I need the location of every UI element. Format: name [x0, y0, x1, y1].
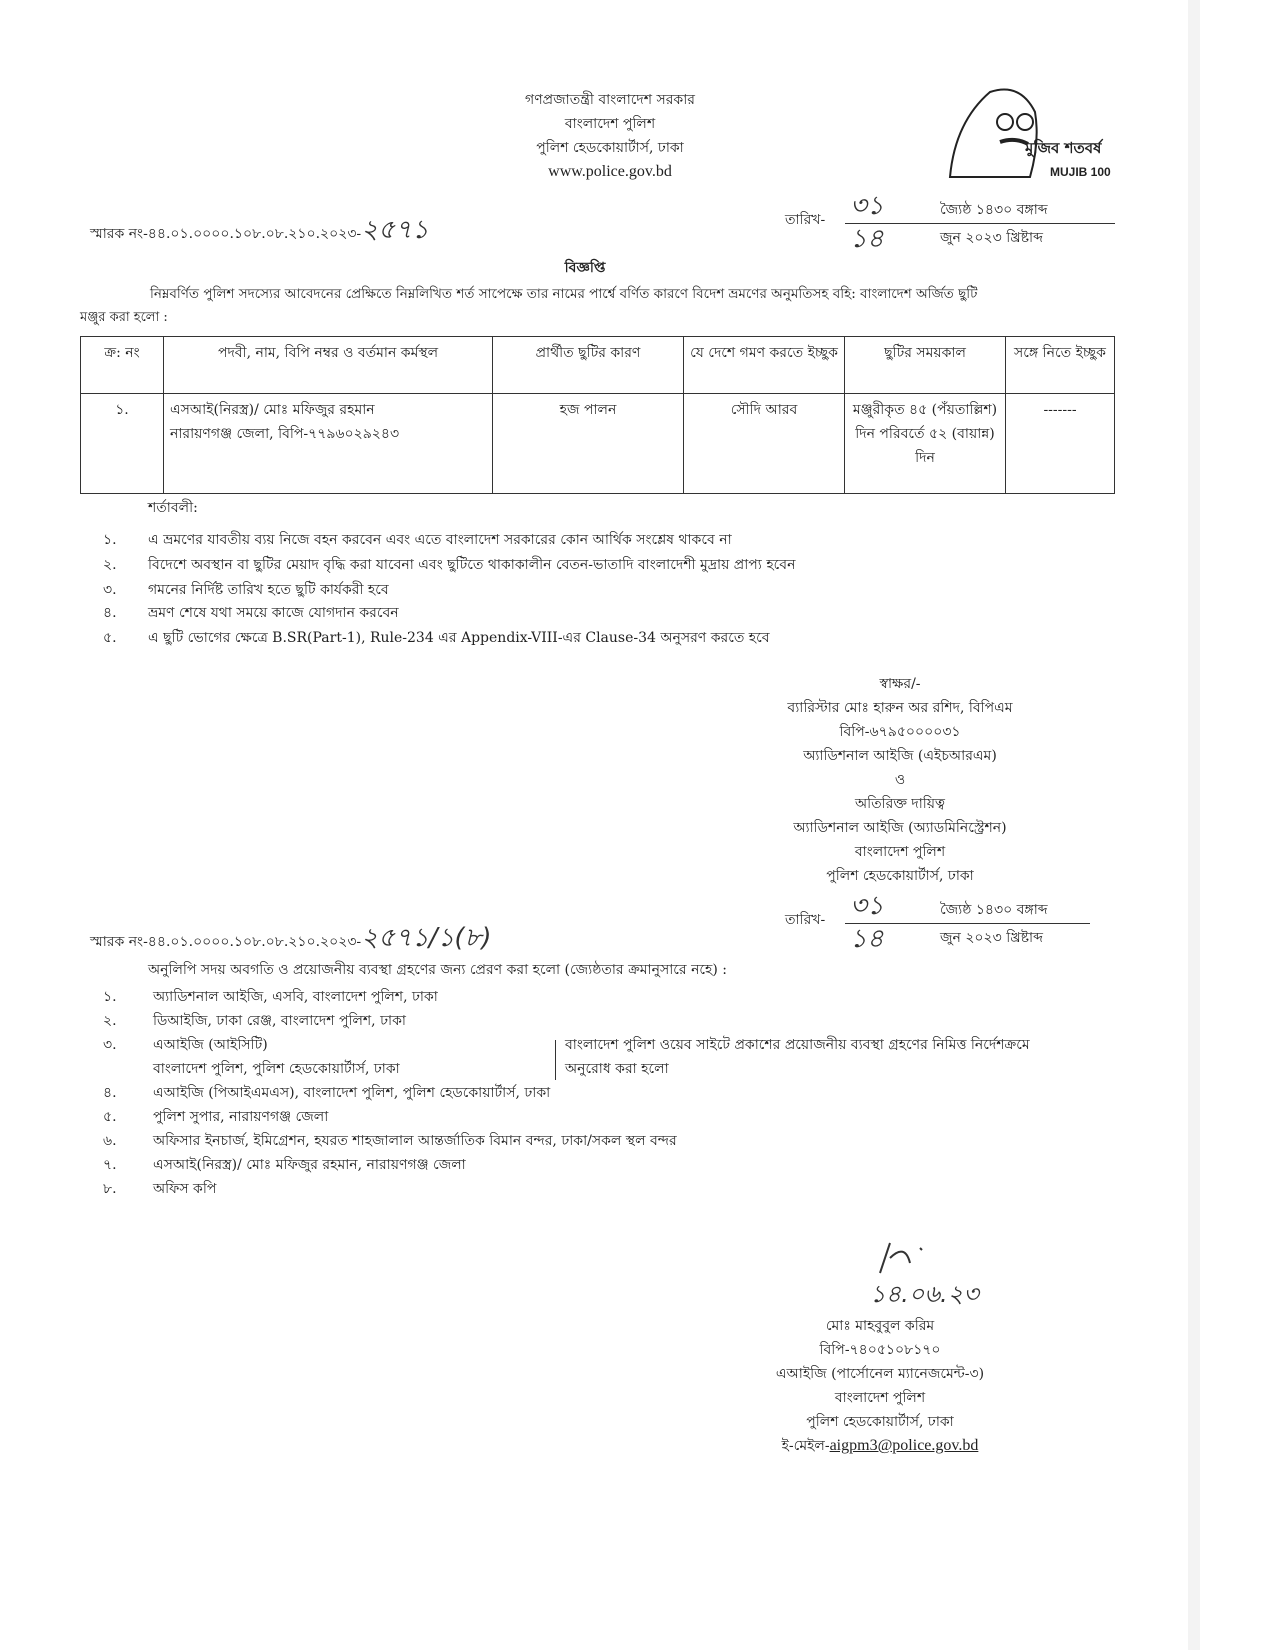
- copy-number: ৪.: [103, 1085, 117, 1101]
- date-bangla: জ্যৈষ্ঠ ১৪৩০ বঙ্গাব্দ: [940, 202, 1048, 218]
- conditions-title: শর্তাবলী:: [148, 500, 198, 516]
- condition-text: বিদেশে অবস্থান বা ছুটির মেয়াদ বৃদ্ধি করা যাবেনা এবং ছুটিতে থাকাকালীন বেতন-ভাতাদি বাংলাদেশী মুদ্রায় প্রাপ্য হবেন: [148, 557, 796, 573]
- table-row: ১. এসআই(নিরস্ত্র)/ মোঃ মফিজুর রহমান নারায়ণগঞ্জ জেলা, বিপি-৭৭৯৬০২৯২৪৩ হজ পালন সৌদি আরব মঞ্জুরীকৃত ৪৫ (পঁয়তাল্লিশ) দিন পরিবর্তে ৫২ (বায়ান্ন) দিন -------: [81, 394, 1115, 494]
- copy-recipient: ডিআইজি, ঢাকা রেঞ্জ, বাংলাদেশ পুলিশ, ঢাকা: [153, 1013, 406, 1029]
- date-label: তারিখ-: [785, 212, 826, 228]
- handwritten-day-bn: ৩১: [850, 191, 884, 221]
- copy-recipient: পুলিশ সুপার, নারায়ণগঞ্জ জেলা: [153, 1109, 329, 1125]
- signer1-line: অ্যাডিশনাল আইজি (এইচআরএম): [803, 748, 997, 764]
- memo-number-2: স্মারক নং-৪৪.০১.০০০০.১০৮.০৮.২১০.২০২৩-২৫৭১/১(৮): [90, 923, 492, 953]
- date-bangla-2: জ্যৈষ্ঠ ১৪৩০ বঙ্গাব্দ: [940, 902, 1048, 918]
- memo-number: স্মারক নং-৪৪.০১.০০০০.১০৮.০৮.২১০.২০২৩-২৫৭১: [90, 215, 429, 245]
- copy-recipient: এআইজি (পিআইএমএস), বাংলাদেশ পুলিশ, পুলিশ হেডকোয়ার্টার্স, ঢাকা: [153, 1085, 551, 1101]
- handwritten-date: ১৪.০৬.২৩: [870, 1280, 979, 1308]
- handwritten-number: ২৫৭১: [361, 215, 429, 245]
- copy-recipient-3-line2: বাংলাদেশ পুলিশ, পুলিশ হেডকোয়ার্টার্স, ঢাকা: [153, 1061, 400, 1077]
- signer1-line: বিপি-৬৭৯৫০০০০৩১: [839, 724, 961, 740]
- signer2-line: বাংলাদেশ পুলিশ: [834, 1390, 926, 1406]
- note-divider: [555, 1040, 556, 1080]
- intro-text: নিম্নবর্ণিত পুলিশ সদস্যের আবেদনের প্রেক্ষিতে নিম্নলিখিত শর্ত সাপেক্ষে তার নামের পার্শ্বে বর্ণিত কারণে বিদেশ ভ্রমণের অনুমতিসহ বহি: বাংলাদেশ অর্জিত ছুটি: [150, 286, 978, 302]
- header-govt: গণপ্রজাতন্ত্রী বাংলাদেশ সরকার: [525, 92, 695, 108]
- mujib-100-logo: মুজিব শতবর্ষ MUJIB 100: [930, 82, 1115, 182]
- signer1-line: বাংলাদেশ পুলিশ: [854, 844, 946, 860]
- header-hq: পুলিশ হেডকোয়ার্টার্স, ঢাকা: [536, 140, 684, 156]
- condition-text: এ ছুটি ভোগের ক্ষেত্রে B.SR(Part-1), Rule-234 এর Appendix-VIII-এর Clause-34 অনুসরণ করতে হবে: [148, 630, 770, 646]
- copy-number: ৩.: [103, 1037, 117, 1053]
- condition-number: ২.: [103, 557, 117, 573]
- handwritten-day-bn-2: ৩১: [850, 891, 884, 921]
- signer1-line: ব্যারিস্টার মোঃ হারুন অর রশিদ, বিপিএম: [787, 700, 1013, 716]
- signer1-line: পুলিশ হেডকোয়ার্টার্স, ঢাকা: [826, 868, 974, 884]
- copy-intro: অনুলিপি সদয় অবগতি ও প্রয়োজনীয় ব্যবস্থা গ্রহণের জন্য প্রেরণ করা হলো (জ্যেষ্ঠতার ক্রমানুসারে নহে) :: [148, 962, 728, 978]
- handwritten-day-en-2: ১৪: [850, 924, 884, 954]
- handwritten-signature: [870, 1238, 950, 1284]
- scan-edge: [1188, 0, 1200, 1650]
- copy-number: ২.: [103, 1013, 117, 1029]
- signer1-line: অ্যাডিশনাল আইজি (অ্যাডমিনিস্ট্রেশন): [793, 820, 1007, 836]
- copy-number: ৬.: [103, 1133, 117, 1149]
- copy-recipient: অফিস কপি: [153, 1181, 217, 1197]
- signer2-line: বিপি-৭৪০৫১০৮১৭০: [819, 1342, 941, 1358]
- intro-text-2: মঞ্জুর করা হলো :: [80, 310, 168, 325]
- condition-text: এ ভ্রমণের যাবতীয় ব্যয় নিজে বহন করবেন এবং এতে বাংলাদেশ সরকারের কোন আর্থিক সংশ্লেষ থাকবে না: [148, 532, 732, 548]
- copy-number: ৭.: [103, 1157, 117, 1173]
- signer2-line: মোঃ মাহবুবুল করিম: [825, 1318, 935, 1334]
- condition-text: গমনের নির্দিষ্ট তারিখ হতে ছুটি কার্যকরী হবে: [148, 582, 389, 598]
- date-label-2: তারিখ-: [785, 912, 826, 928]
- date-divider: [845, 223, 1115, 224]
- copy-recipient: এসআই(নিরস্ত্র)/ মোঃ মফিজুর রহমান, নারায়ণগঞ্জ জেলা: [153, 1157, 466, 1173]
- handwritten-number-2: ২৫৭১/১(৮): [361, 923, 492, 953]
- copy-recipient: এআইজি (আইসিটি): [153, 1037, 268, 1053]
- signer2-line: এআইজি (পার্সোনেল ম্যানেজমেন্ট-৩): [775, 1366, 985, 1382]
- signer1-line: স্বাক্ষর/-: [879, 676, 921, 692]
- signer2-line: পুলিশ হেডকোয়ার্টার্স, ঢাকা: [806, 1414, 954, 1430]
- copy-number: ১.: [103, 989, 117, 1005]
- copy-recipient: অ্যাডিশনাল আইজি, এসবি, বাংলাদেশ পুলিশ, ঢাকা: [153, 989, 438, 1005]
- leave-table: [80, 336, 1115, 494]
- copy-number: ৫.: [103, 1109, 117, 1125]
- copy-3-note-1: বাংলাদেশ পুলিশ ওয়েব সাইটে প্রকাশের প্রয়োজনীয় ব্যবস্থা গ্রহণের নিমিত্ত নির্দেশক্রমে: [565, 1037, 1030, 1053]
- copy-number: ৮.: [103, 1181, 117, 1197]
- table-header-row: ক্র: নং পদবী, নাম, বিপি নম্বর ও বর্তমান কর্মস্থল প্রার্থীত ছুটির কারণ যে দেশে গমণ করতে ইচ্ছুক ছুটির সময়কাল সঙ্গে নিতে ইচ্ছুক: [81, 337, 1115, 394]
- copy-recipient: অফিসার ইনচার্জ, ইমিগ্রেশন, হযরত শাহজালাল আন্তর্জাতিক বিমান বন্দর, ঢাকা/সকল স্থল বন্দর: [153, 1133, 677, 1149]
- notice-title: বিজ্ঞপ্তি: [564, 260, 606, 276]
- condition-text: ভ্রমণ শেষে যথা সময়ে কাজে যোগদান করবেন: [148, 605, 399, 621]
- copy-3-note-2: অনুরোধ করা হলো: [565, 1061, 669, 1077]
- condition-number: ৩.: [103, 582, 117, 598]
- condition-number: ১.: [103, 532, 117, 548]
- date-gregorian: জুন ২০২৩ খ্রিষ্টাব্দ: [940, 230, 1043, 246]
- header-police: বাংলাদেশ পুলিশ: [564, 116, 656, 132]
- header-website: www.police.gov.bd: [548, 163, 672, 180]
- email-line: ই-মেইল-aigpm3@police.gov.bd: [781, 1437, 979, 1454]
- condition-number: ৪.: [103, 605, 117, 621]
- signer1-line: অতিরিক্ত দায়িত্ব: [854, 796, 946, 812]
- date-gregorian-2: জুন ২০২৩ খ্রিষ্টাব্দ: [940, 930, 1043, 946]
- condition-number: ৫.: [103, 630, 117, 646]
- handwritten-day-en: ১৪: [850, 224, 884, 254]
- signer1-line: ও: [894, 772, 906, 788]
- email-link[interactable]: aigpm3@police.gov.bd: [829, 1437, 979, 1454]
